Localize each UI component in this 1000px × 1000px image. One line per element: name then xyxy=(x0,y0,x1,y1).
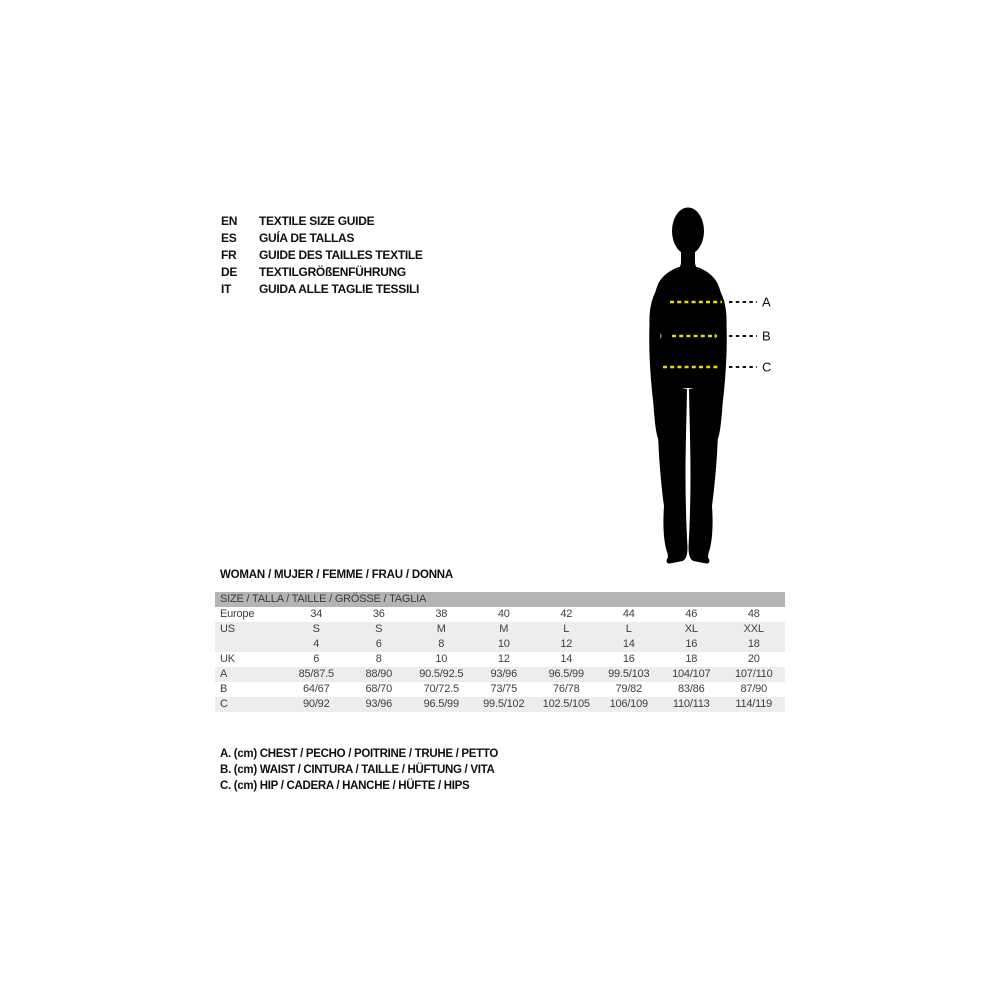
size-value-cell: 10 xyxy=(497,638,510,650)
guide-title-it: GUIDA ALLE TAGLIE TESSILI xyxy=(259,282,420,296)
size-table xyxy=(215,592,785,712)
size-row-label xyxy=(215,637,285,652)
size-value-cell: 6 xyxy=(313,653,320,665)
size-value-cell: 40 xyxy=(497,608,510,620)
language-row-it xyxy=(221,281,423,298)
size-value-cell: 68/70 xyxy=(365,683,393,695)
language-code: FR xyxy=(221,248,237,262)
size-value-cell: 96.5/99 xyxy=(423,698,459,710)
language-row-de xyxy=(221,264,423,281)
size-value-cell: 70/72.5 xyxy=(423,683,459,695)
size-value-cell: 93/96 xyxy=(490,668,518,680)
size-value-cell: 79/82 xyxy=(615,683,643,695)
size-value-cell: 38 xyxy=(435,608,448,620)
size-value-cell: 8 xyxy=(375,653,382,665)
guide-title-de: TEXTILGRÖßENFÜHRUNG xyxy=(259,265,406,279)
size-value-cell: 99.5/103 xyxy=(608,668,650,680)
size-value-cell: 87/90 xyxy=(740,683,768,695)
size-value-cell: S xyxy=(375,623,383,635)
size-value-cell: 73/75 xyxy=(490,683,518,695)
language-code: DE xyxy=(221,265,238,279)
size-value-cell: XL xyxy=(684,623,698,635)
size-row-label: A xyxy=(220,668,228,680)
size-value-cell: 93/96 xyxy=(365,698,393,710)
size-table-row xyxy=(215,637,785,652)
size-value-cell: L xyxy=(563,623,570,635)
size-value-cell: 18 xyxy=(685,653,698,665)
size-row-label: US xyxy=(220,623,235,635)
size-value-cell: 64/67 xyxy=(302,683,330,695)
size-value-cell: 42 xyxy=(560,608,573,620)
size-row-label: UK xyxy=(220,653,235,665)
silhouette-left-leg xyxy=(658,389,688,564)
size-value-cell: 96.5/99 xyxy=(548,668,584,680)
size-value-cell: 16 xyxy=(685,638,698,650)
legend-waist: B. (cm) WAIST / CINTURA / TAILLE / HÜFTUNG / VITA xyxy=(220,763,495,776)
legend-chest: A. (cm) CHEST / PECHO / POITRINE / TRUHE / PETTO xyxy=(220,748,499,760)
guide-title-fr: GUIDE DES TAILLES TEXTILE xyxy=(259,248,423,262)
size-value-cell: 34 xyxy=(310,608,323,620)
size-value-cell: 18 xyxy=(747,638,760,650)
woman-silhouette xyxy=(649,208,727,564)
size-table-row xyxy=(215,697,785,712)
language-code: EN xyxy=(221,214,238,228)
size-row-label: C xyxy=(220,698,228,710)
size-value-cell: 90.5/92.5 xyxy=(419,668,464,680)
size-value-cell: 6 xyxy=(375,638,382,650)
size-row-label: B xyxy=(220,683,228,695)
size-value-cell: 114/119 xyxy=(735,698,773,710)
size-value-cell: 12 xyxy=(560,638,573,650)
size-value-cell: 88/90 xyxy=(365,668,393,680)
size-value-cell: 83/86 xyxy=(677,683,705,695)
size-value-cell: L xyxy=(625,623,632,635)
size-table-row xyxy=(215,667,785,682)
size-table-row xyxy=(215,682,785,697)
size-value-cell: 90/92 xyxy=(302,698,330,710)
size-value-cell: 10 xyxy=(435,653,448,665)
size-value-cell: 48 xyxy=(747,608,760,620)
silhouette-torso xyxy=(654,267,722,401)
size-value-cell: 4 xyxy=(313,638,320,650)
size-table-row xyxy=(215,622,785,637)
size-value-cell: 44 xyxy=(622,608,635,620)
language-row-fr xyxy=(221,247,423,264)
guide-title-en: TEXTILE SIZE GUIDE xyxy=(259,214,375,228)
language-title-list xyxy=(221,213,423,298)
gender-heading: WOMAN / MUJER / FEMME / FRAU / DONNA xyxy=(220,569,454,581)
guide-title-es: GUÍA DE TALLAS xyxy=(259,231,355,245)
size-value-cell: 16 xyxy=(622,653,635,665)
size-value-cell: 12 xyxy=(497,653,510,665)
size-value-cell: 99.5/102 xyxy=(483,698,525,710)
size-table-row xyxy=(215,652,785,667)
woman-silhouette-graphic xyxy=(600,204,780,568)
size-value-cell: 76/78 xyxy=(552,683,580,695)
size-value-cell: 85/87.5 xyxy=(298,668,334,680)
size-value-cell: 46 xyxy=(685,608,698,620)
size-table-header: SIZE / TALLA / TAILLE / GRÖSSE / TAGLIA xyxy=(215,592,785,607)
size-value-cell: M xyxy=(436,623,446,635)
size-value-cell: 8 xyxy=(438,638,445,650)
size-value-cell: 14 xyxy=(622,638,635,650)
measurement-legend xyxy=(220,747,498,794)
size-value-cell: 14 xyxy=(560,653,573,665)
size-value-cell: M xyxy=(499,623,509,635)
size-value-cell: 102.5/105 xyxy=(542,698,590,710)
size-value-cell: XXL xyxy=(743,623,764,635)
size-value-cell: 104/107 xyxy=(672,668,711,680)
language-row-en xyxy=(221,213,423,230)
size-table-row xyxy=(215,607,785,622)
size-value-cell: 20 xyxy=(747,653,760,665)
language-row-es xyxy=(221,230,423,247)
chest-measure-label: A xyxy=(762,294,771,310)
size-table-body xyxy=(215,607,785,712)
legend-hip: C. (cm) HIP / CADERA / HANCHE / HÜFTE / HIPS xyxy=(220,779,470,792)
size-value-cell: 110/113 xyxy=(672,698,710,710)
size-value-cell: 36 xyxy=(372,608,385,620)
size-value-cell: S xyxy=(312,623,320,635)
size-row-label: Europe xyxy=(220,608,255,620)
waist-measure-label: B xyxy=(762,328,771,344)
language-code: IT xyxy=(221,282,232,296)
measurement-figure xyxy=(600,204,780,568)
size-value-cell: 107/110 xyxy=(734,668,773,680)
language-code: ES xyxy=(221,231,237,245)
silhouette-right-leg xyxy=(689,389,719,564)
hip-measure-label: C xyxy=(762,359,772,375)
size-value-cell: 106/109 xyxy=(609,698,648,710)
